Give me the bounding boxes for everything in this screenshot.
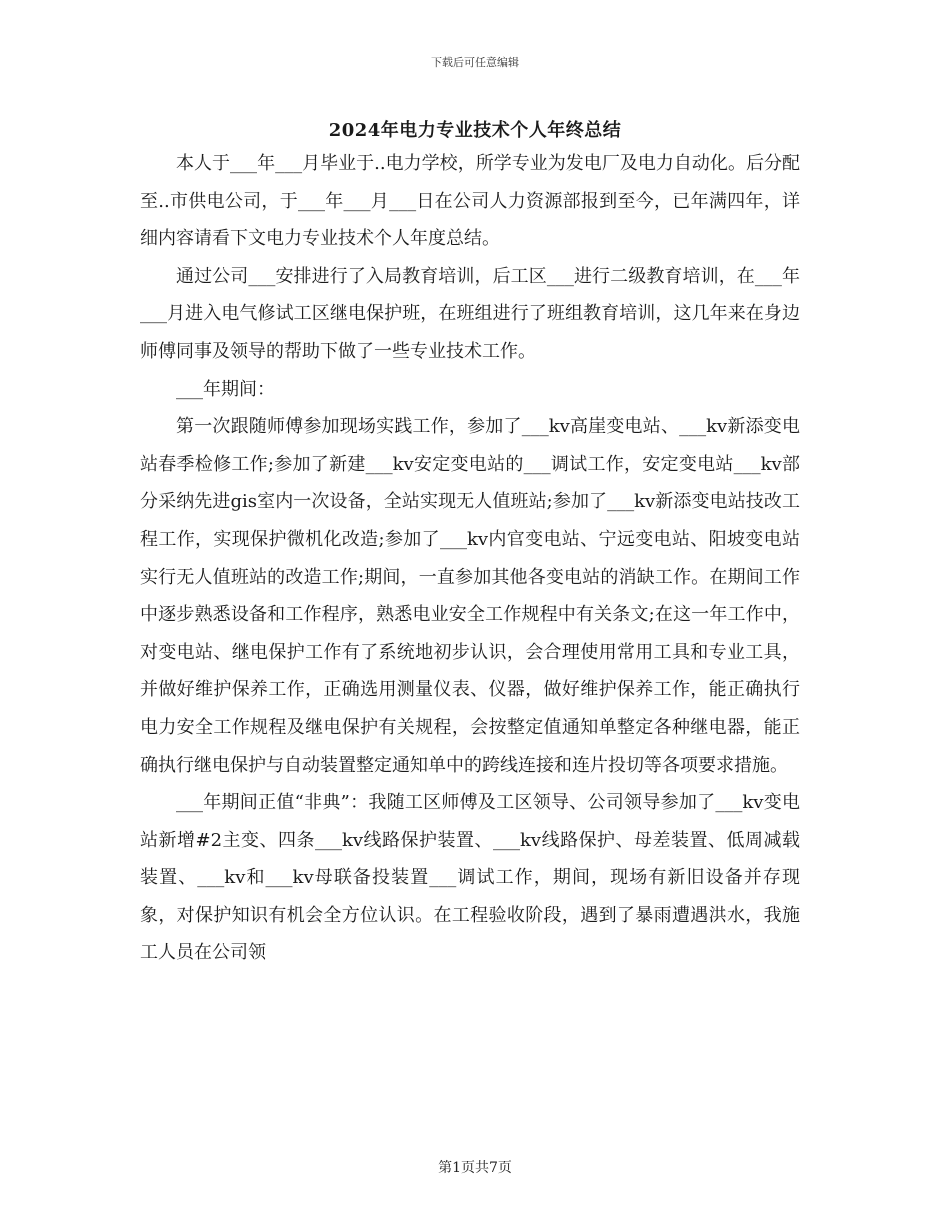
paragraph-2: 通过公司___安排进行了入局教育培训，后工区___进行二级教育培训，在___年___月进入电气修试工区继电保护班，在班组进行了班组教育培训，这几年来在身边师傅同事及领导的帮助下做了一些专业技术工作。 [140,265,800,362]
page-footer: 第1页共7页 [438,1160,512,1176]
document-title: 2024年电力专业技术个人年终总结 [328,120,622,141]
document-body [140,145,800,972]
paragraph-3: ___年期间： [176,378,275,400]
paragraph-5: ___年期间正值“非典”：我随工区师傅及工区领导、公司领导参加了___kv变电站新增#2主变、四条___kv线路保护装置、___kv线路保护、母差装置、低周减载装置、___kv和___kv母联备投装置___调试工作，期间，现场有新旧设备并存现象，对保护知识有机会全方位认识。在工程验收阶段，遇到了暴雨遭遇洪水，我施工人员在公司领 [140,792,800,964]
header-note: 下载后可任意编辑 [431,56,519,69]
paragraph-4: 第一次跟随师傅参加现场实践工作，参加了___kv高崖变电站、___kv新添变电站春季检修工作;参加了新建___kv安定变电站的___调试工作，安定变电站___kv部分采纳先进gis室内一次设备，全站实现无人值班站;参加了___kv新添变电站技改工程工作，实现保护微机化改造;参加了___kv内官变电站、宁远变电站、阳坡变电站实行无人值班站的改造工作;期间，一直参加其他各变电站的消缺工作。在期间工作中逐步熟悉设备和工作程序，熟悉电业安全工作规程中有关条文;在这一年工作中，对变电站、继电保护工作有了系统地初步认识，会合理使用常用工具和专业工具，并做好维护保养工作，正确选用测量仪表、仪器，做好维护保养工作，能正确执行电力安全工作规程及继电保护有关规程，会按整定值通知单整定各种继电器，能正确执行继电保护与自动装置整定通知单中的跨线连接和连片投切等各项要求措施。 [140,416,800,776]
paragraph-1: 本人于___年___月毕业于..电力学校，所学专业为发电厂及电力自动化。后分配至..市供电公司，于___年___月___日在公司人力资源部报到至今，已年满四年，详细内容请看下文电力专业技术个人年度总结。 [140,153,800,250]
